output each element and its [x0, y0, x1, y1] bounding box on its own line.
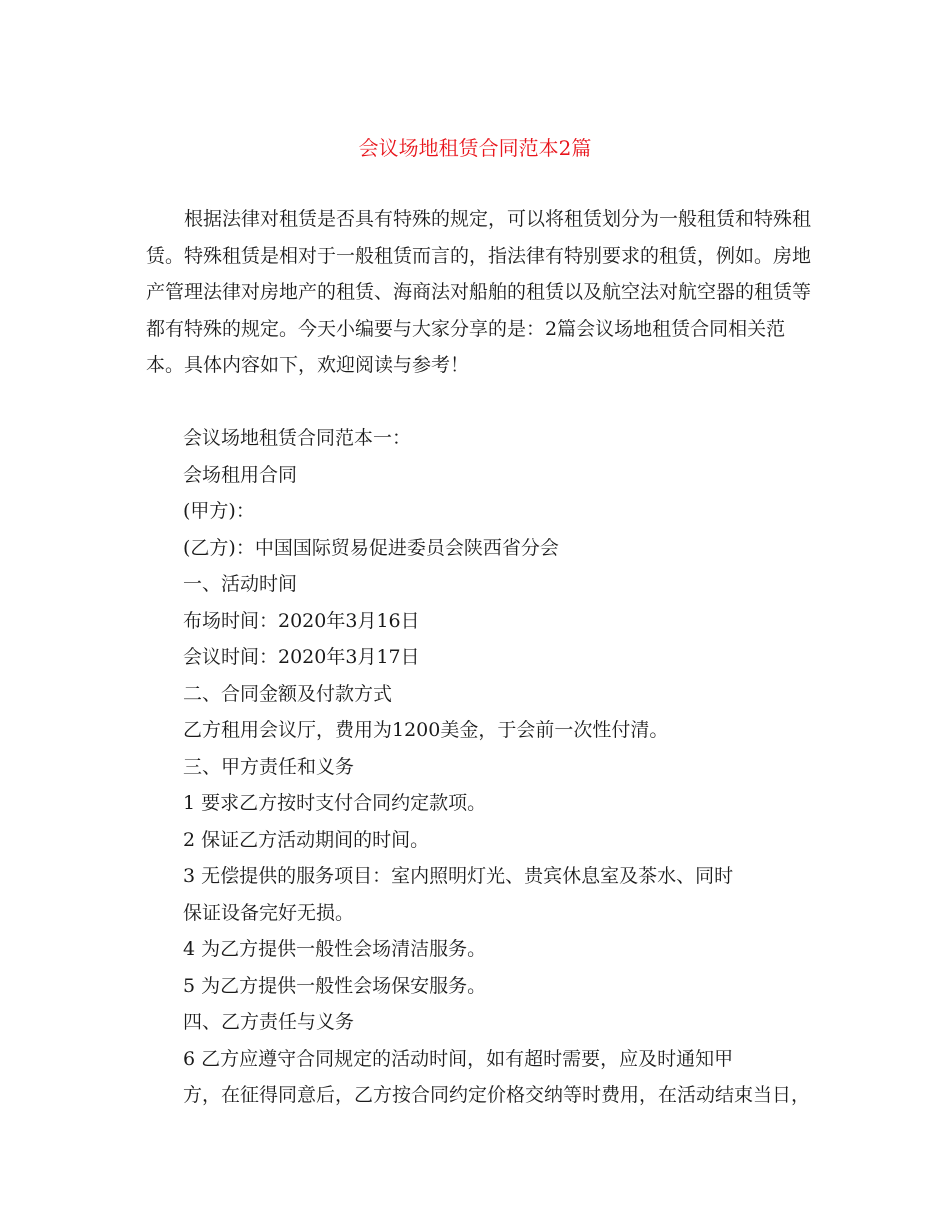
clause-line: 保证设备完好无损。: [183, 901, 355, 924]
clause-heading: 三、甲方责任和义务: [183, 755, 355, 778]
clause-line: 方，在征得同意后，乙方按合同约定价格交纳等时费用，在活动结束当日，: [183, 1084, 811, 1106]
intro-paragraph: [146, 201, 812, 384]
intro-line: 都有特殊的规定。今天小编要与大家分享的是：2篇会议场地租赁合同相关范: [146, 317, 786, 340]
clause-line: 6 乙方应遵守合同规定的活动时间，如有超时需要，应及时通知甲: [183, 1047, 734, 1070]
clause-heading: 二、合同金额及付款方式: [183, 682, 393, 705]
intro-line: 赁。特殊租赁是相对于一般租赁而言的，指法律有特别要求的租赁，例如。房地: [146, 244, 812, 267]
contract-title: 会场租用合同: [183, 463, 298, 486]
clause-line: 2 保证乙方活动期间的时间。: [183, 828, 430, 851]
clause-line: 3 无偿提供的服务项目：室内照明灯光、贵宾休息室及茶水、同时: [183, 865, 734, 887]
section-heading: 会议场地租赁合同范本一：: [183, 427, 412, 449]
clause-heading: 一、活动时间: [183, 573, 298, 595]
clause-line: 会议时间：2020年3月17日: [183, 646, 420, 668]
contract-body: [183, 420, 813, 1114]
intro-line: 产管理法律对房地产的租赁、海商法对船舶的租赁以及航空法对航空器的租赁等: [146, 281, 812, 303]
party-b-line: (乙方)：中国国际贸易促进委员会陕西省分会: [183, 536, 559, 559]
party-a-line: (甲方)：: [183, 500, 255, 522]
clause-heading: 四、乙方责任与义务: [183, 1011, 355, 1033]
clause-line: 布场时间：2020年3月16日: [183, 609, 420, 632]
document-title: 会议场地租赁合同范本2篇: [358, 136, 592, 160]
clause-line: 乙方租用会议厅，费用为1200美金，于会前一次性付清。: [183, 719, 669, 741]
clause-line: 4 为乙方提供一般性会场清洁服务。: [183, 938, 487, 960]
clause-line: 5 为乙方提供一般性会场保安服务。: [183, 974, 487, 997]
intro-line: 根据法律对租赁是否具有特殊的规定，可以将租赁划分为一般租赁和特殊租: [184, 208, 812, 230]
clause-line: 1 要求乙方按时支付合同约定款项。: [183, 792, 487, 814]
intro-line: 本。具体内容如下，欢迎阅读与参考！: [146, 354, 470, 376]
